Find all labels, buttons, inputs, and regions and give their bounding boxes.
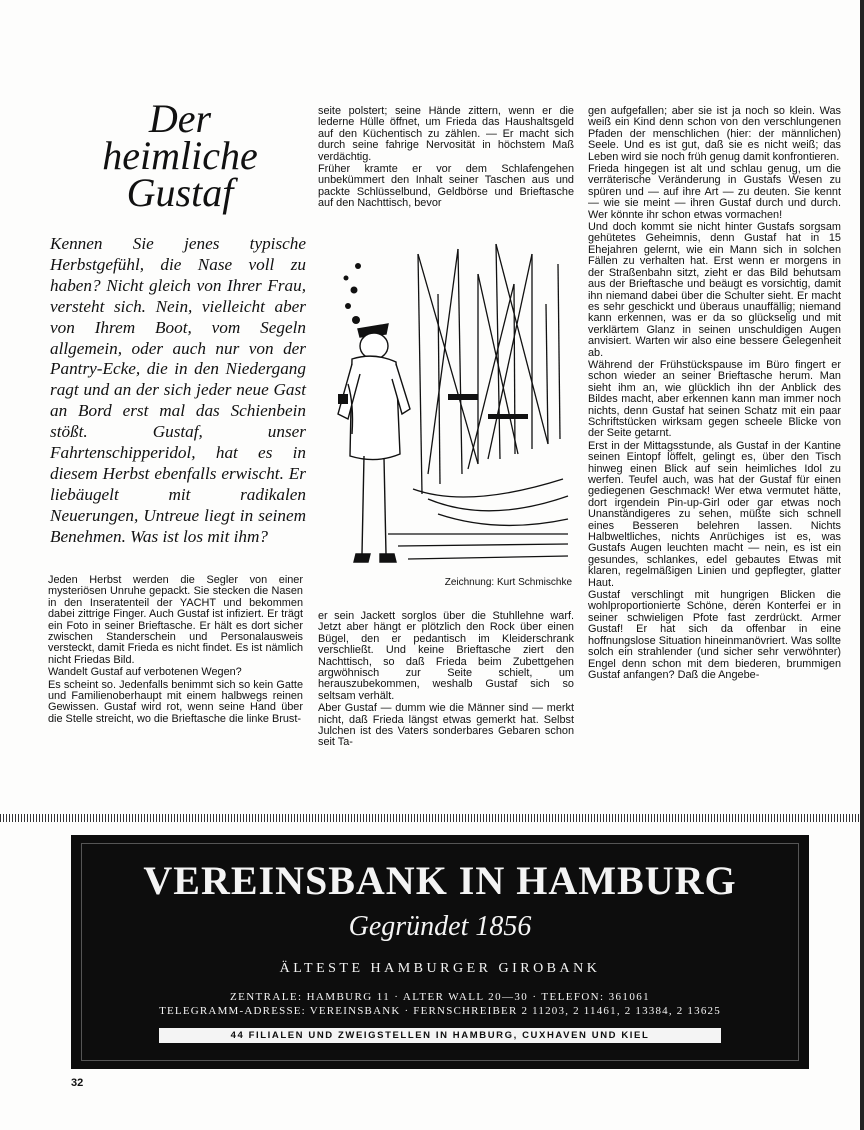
illustration-caption: Zeichnung: Kurt Schmischke — [444, 577, 572, 588]
hatched-divider — [0, 814, 864, 822]
page-edge — [860, 0, 864, 1130]
paragraph: Jeden Herbst werden die Segler von einer mysteriösen Unruhe gepackt. Sie stecken die Nasen in den Inseratenteil der YACHT und bekommen dabei zittrige Finger. Auch Gustaf ist infiziert. Er trägt ein Foto in seiner Brieftasche. Er hält es dort sicher zwischen Standerschein und Personalausweis versteckt, damit Frieda es nicht findet. Es ist nämlich nicht Friedas Bild. — [48, 574, 303, 666]
paragraph: Aber Gustaf — dumm wie die Männer sind — merkt nicht, daß Frieda längst etwas gemerkt hat. Selbst Julchen ist des Vaters sonderbares Gebaren schon seit Ta- — [318, 702, 574, 749]
title-line: heimliche — [102, 133, 258, 178]
paragraph: Frieda hingegen ist alt und schlau genug, um die verräterische Veränderung in Gustafs Wesen zu spüren und — auf ihre Art — zu deuten. Sie kennt — wie sie meint — ihren Gustaf durch und durch. Wer könnte ihr schon etwas vormachen! — [588, 163, 841, 221]
ad-branches-band: 44 FILIALEN UND ZWEIGSTELLEN IN HAMBURG, CUXHAVEN UND KIEL — [159, 1028, 721, 1043]
title-line: Gustaf — [126, 170, 234, 215]
paragraph: Und doch kommt sie nicht hinter Gustafs sorgsam gehütetes Geheimnis, denn Gustaf hat in 15 Ehejahren gelernt, wie ein Mann sich in solchen Fällen zu verhalten hat. Erst wenn er morgens in der Straßenbahn sitzt, zieht er das Bild behutsam aus der Brieftasche und beäugt es vorsichtig, damit ihn niemand dabei über die Schulter sieht. Er macht es sehr geschickt und überaus unauffällig; niemand kann erkennen, was er da so glückselig und mit verklärtem Glanz in seinen unschuldigen Augen anvisiert. Warten wir also eine bessere Gelegenheit ab. — [588, 221, 841, 359]
paragraph: seite polstert; seine Hände zittern, wenn er die lederne Hülle öffnet, um Frieda das Haushaltsgeld auf den Küchentisch zu zählen. — Er macht sich durch seine fahrige Nervosität in höchstem Maß verdächtig. — [318, 105, 574, 163]
subheading: Wandelt Gustaf auf verbotenen Wegen? — [48, 666, 242, 679]
paragraph: Erst in der Mittagsstunde, als Gustaf in der Kantine seinen Eintopf löffelt, gelingt es, über den Tisch hinweg einen Blick auf sein heimliches Idol zu werfen. Teufel auch, was hat der Gustaf für einen gediegenen Geschmack! Wer etwa vermutet hätte, dort irgendein Pin-up-Girl oder gar etwas noch Unanständigeres zu sehen, müßte sich schnell eines Besseren belehren lassen. Nichts Halbweltliches, nichts Anrüchiges ist es, was Gustafs Augen leuchten macht — nein, es ist ein gesundes, schlankes, edel gebautes Etwas mit klaren, regelmäßigen Linien und gepflegter, glatter Haut. — [588, 439, 841, 589]
column-2-bottom-text — [318, 611, 574, 750]
article-intro: Kennen Sie jenes typische Herbstgefühl, die Nase voll zu haben? Nicht gleich von Ihrer Frau, versteht sich. Nein, vielleicht aber von Ihrem Boot, vom Segeln allgemein, oder auch nur von der Pantry-Ecke, die in den Niedergang ragt und an der sich jeder neue Gast an Bord erst mal das Schienbein stößt. Gustaf, unser Fahrtenschipperidol, hat es in diesem Herbst ebenfalls erwischt. Er liebäugelt mit radikalen Neuerungen, Untreue liegt in seinem Benehmen. Was ist los mit ihm? — [50, 234, 306, 546]
column-3-text — [588, 106, 841, 682]
column-1-text — [48, 575, 303, 726]
paragraph: Während der Frühstückspause im Büro fingert er schon wieder an seiner Brieftasche herum. Man sieht ihm an, wie glücklich ihn der Anblick des Bildes macht, aber erkennen kann man immer noch nichts, denn Gustaf hat seinen Schatz mit ein paar Schriftstücken wirksam gegen scheele Blicke von der Seite getarnt. — [588, 358, 841, 440]
ad-address-line: ZENTRALE: HAMBURG 11 · ALTER WALL 20—30 · TELEFON: 361061 — [229, 991, 651, 1003]
paragraph: Gustaf verschlingt mit hungrigen Blicken die wohlproportionierte Schöne, deren Konterfei er in seiner schwieligen Pfote fast zerdrückt. Armer Gustaf! Er hat sich da offenbar in eine hoffnungslose Situation hineinmanövriert. Was sollte solch ein strahlender (und sicher sehr verwöhnter) Engel denn schon mit dem biederen, brummigen Gustaf anfangen? Daß die Angebe- — [588, 589, 841, 681]
sailor-harbor-illustration — [318, 234, 574, 574]
paragraph: er sein Jackett sorglos über die Stuhllehne warf. Jetzt aber hängt er plötzlich den Rock über einen Bügel, den er pedantisch im Kleiderschrank verschließt. Und keine Brieftasche ziert den Nachttisch, so daß Frieda beim Zubettgehen argwöhnisch zur Seite schielt, um herauszubekommen, weshalb Gustaf sich so seltsam verhält. — [318, 610, 574, 702]
ad-title: VEREINSBANK IN HAMBURG — [143, 858, 737, 903]
paragraph: Früher kramte er vor dem Schlafengehen unbekümmert den Inhalt seiner Taschen aus und packte Schlüsselbund, Geldbörse und Brieftasche auf den Nachttisch, bevor — [318, 163, 574, 210]
ad-subtitle: ÄLTESTE HAMBURGER GIROBANK — [279, 961, 601, 976]
column-2-top-text — [318, 106, 574, 211]
paragraph: gen aufgefallen; aber sie ist ja noch so klein. Was weiß ein Kind denn schon von den verschlungenen Pfaden der menschlichen (hier: der männlichen) Seele. Und es ist gut, daß sie es nicht weiß; das Leben wird sie noch früh genug damit konfrontieren. — [588, 105, 841, 163]
paragraph: Es scheint so. Jedenfalls benimmt sich so kein Gatte und Familienoberhaupt mit einem halbwegs reinen Gewissen. Gustaf wird rot, wenn seine Hand über die Stelle streicht, wo die Brieftasche die linke Brust- — [48, 678, 303, 725]
title-line: Der — [148, 96, 212, 141]
page-number: 32 — [71, 1077, 84, 1089]
ad-telegram-line: TELEGRAMM-ADRESSE: VEREINSBANK · FERNSCHREIBER 2 11203, 2 11461, 2 13384, 2 13625 — [159, 1005, 721, 1017]
article-title — [100, 96, 260, 215]
bank-advertisement — [71, 835, 809, 1069]
ad-founded: Gegründet 1856 — [348, 911, 532, 942]
